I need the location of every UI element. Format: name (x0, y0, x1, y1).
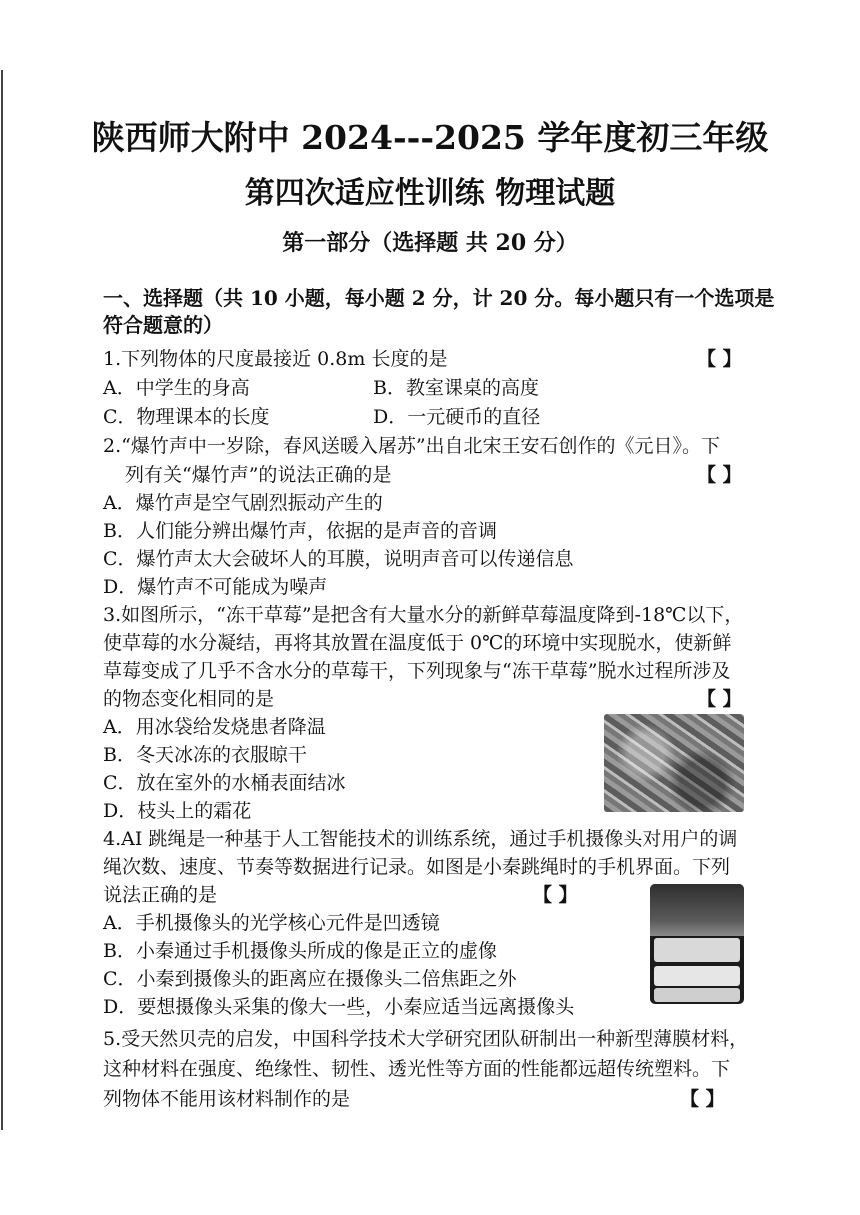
q4-option-c: C．小秦到摄像头的距离应在摄像头二倍焦距之外 (103, 968, 517, 990)
q2-option-b: B．人们能分辨出爆竹声，依据的是声音的音调 (103, 520, 497, 542)
q4-stem-line2: 绳次数、速度、节奏等数据进行记录。如图是小秦跳绳时的手机界面。下列 (103, 856, 731, 878)
q1-option-a: A．中学生的身高 (103, 377, 250, 399)
q4-option-a: A．手机摄像头的光学核心元件是凹透镜 (103, 912, 440, 934)
q2-option-a: A．爆竹声是空气剧烈振动产生的 (103, 492, 383, 514)
q3-option-c: C．放在室外的水桶表面结冰 (103, 772, 346, 794)
q3-option-d: D．枝头上的霜花 (103, 800, 252, 822)
q3-stem-line2: 使草莓的水分凝结，再将其放置在温度低于 0℃的环境中实现脱水，使新鲜 (103, 632, 732, 654)
exam-title-line1: 陕西师大附中 2024---2025 学年度初三年级 (91, 118, 769, 157)
q1-option-d: D．一元硬币的直径 (373, 406, 541, 428)
q1-option-c: C．物理课本的长度 (103, 406, 270, 428)
section-heading: 一、选择题（共 10 小题，每小题 2 分，计 20 分。每小题只有一个选项是符合题意的） (103, 286, 775, 337)
q2-stem-line1: 2.“爆竹声中一岁除，春风送暖入屠苏”出自北宋王安石创作的《元日》。下 (103, 435, 721, 457)
exam-title-line2: 第四次适应性训练 物理试题 (244, 176, 616, 211)
q3-stem-line4: 的物态变化相同的是 (103, 688, 275, 710)
q4-stem-line1: 4.AI 跳绳是一种基于人工智能技术的训练系统，通过手机摄像头对用户的调 (103, 828, 738, 850)
q3-stem-line1: 3.如图所示，“冻干草莓”是把含有大量水分的新鲜草莓温度降到-18℃以下， (103, 604, 744, 626)
q4-option-d: D．要想摄像头采集的像大一些，小秦应适当远离摄像头 (103, 996, 575, 1018)
q2-option-c: C．爆竹声太大会破坏人的耳膜，说明声音可以传递信息 (103, 548, 574, 570)
q4-stem-line3: 说法正确的是 (103, 884, 218, 906)
q1-answer-bracket: 【 】 (697, 348, 742, 370)
q2-option-d: D．爆竹声不可能成为噪声 (103, 576, 328, 598)
part-heading: 第一部分（选择题 共 20 分） (282, 230, 578, 256)
q2-stem-line2: 列有关“爆竹声”的说法正确的是 (125, 464, 392, 486)
q4-option-b: B．小秦通过手机摄像头所成的像是正立的虚像 (103, 940, 497, 962)
q4-answer-bracket: 【 】 (533, 884, 578, 906)
q5-stem-line1: 5.受天然贝壳的启发，中国科学技术大学研究团队研制出一种新型薄膜材料， (103, 1028, 749, 1050)
jump-rope-phone-screenshot (650, 884, 744, 1004)
q2-answer-bracket: 【 】 (697, 464, 742, 486)
q1-option-b: B．教室课桌的高度 (373, 377, 539, 399)
q5-stem-line2: 这种材料在强度、绝缘性、韧性、透光性等方面的性能都远超传统塑料。下 (103, 1058, 731, 1080)
q1-stem: 1.下列物体的尺度最接近 0.8m 长度的是 (103, 348, 448, 370)
q3-option-a: A．用冰袋给发烧患者降温 (103, 716, 326, 738)
q3-stem-line3: 草莓变成了几乎不含水分的草莓干，下列现象与“冻干草莓”脱水过程所涉及 (103, 660, 731, 682)
q5-stem-line3: 列物体不能用该材料制作的是 (103, 1088, 351, 1110)
q3-option-b: B．冬天冰冻的衣服晾干 (103, 744, 307, 766)
q5-answer-bracket: 【 】 (680, 1088, 725, 1110)
freeze-dried-strawberry-photo (604, 714, 744, 812)
q3-answer-bracket: 【 】 (697, 688, 742, 710)
